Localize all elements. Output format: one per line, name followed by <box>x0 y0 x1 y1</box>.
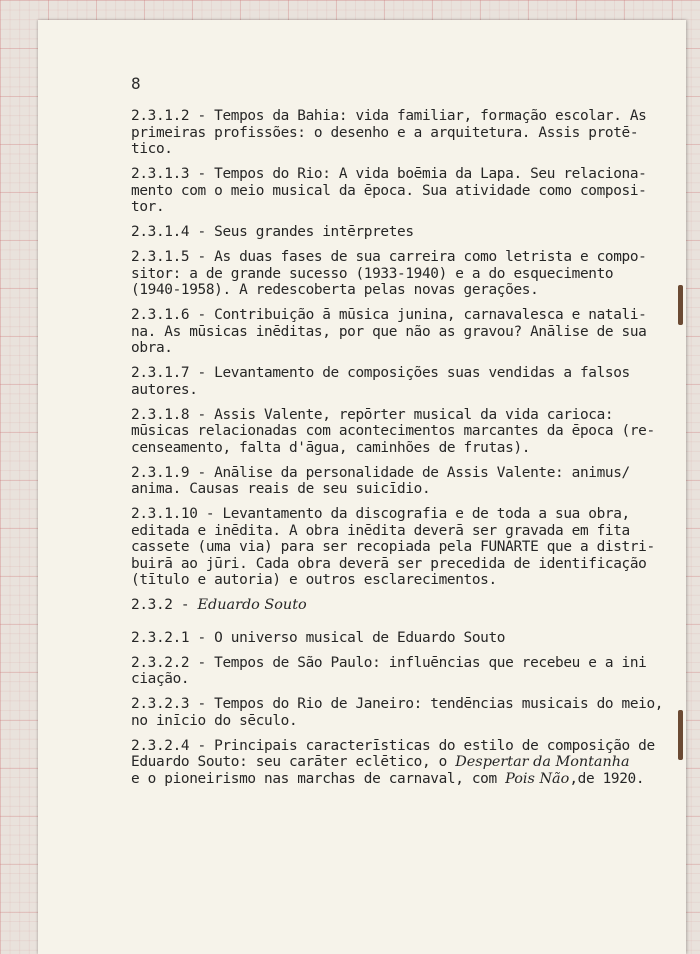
item-2-3-2-2: 2.3.2.2 - Tempos de São Paulo: influēncias que recebeu e a ini ciação. <box>131 654 647 687</box>
binding-mark <box>678 285 683 325</box>
item-2-3-2-1: 2.3.2.1 - O universo musical de Eduardo Souto <box>131 629 506 646</box>
work-title: Pois Não <box>505 770 570 787</box>
item-2-3-1-7: 2.3.1.7 - Levantamento de composições suas vendidas a falsos autores. <box>131 365 630 398</box>
item-2-3-2-4 <box>131 738 671 788</box>
item-text: ,de 1920. <box>569 770 645 787</box>
page-number: 8 <box>131 74 141 93</box>
item-2-3-1-8: 2.3.1.8 - Assis Valente, repōrter musical da vida carioca: mūsicas relacionadas com acontecimentos marcantes da ēpoca (re- censeamento, falta d'āgua, caminhões de frutas). <box>131 406 655 456</box>
item-2-3-1-6: 2.3.1.6 - Contribuição ā mūsica junina, carnavalesca e natali- na. As mūsicas inēditas, por que não as gravou? Anālise de sua obra. <box>131 307 647 356</box>
item-2-3-1-10: 2.3.1.10 - Levantamento da discografia e de toda a sua obra, editada e inēdita. A obra inēdita deverā ser gravada em fita cassete (uma via) para ser recopiada pela FUNARTE que a distri- buirā ao jūri. Cada obra deverā ser precedida de identificação (tītulo e autoria) e outros esclarecimentos. <box>131 506 655 588</box>
item-text: 2.3.2.4 - Principais caracterīsticas do estilo de composição de Eduardo Souto: seu carāter eclētico, o <box>131 737 655 770</box>
item-2-3-1-4: 2.3.1.4 - Seus grandes intērpretes <box>131 224 414 240</box>
item-2-3-1-3: 2.3.1.3 - Tempos do Rio: A vida boēmia da Lapa. Seu relaciona- mento com o meio musical da ēpoca. Sua atividade como composi- tor. <box>131 166 647 215</box>
document-page <box>38 20 686 954</box>
section-number: 2.3.2 - <box>131 597 198 613</box>
section-heading <box>131 597 671 614</box>
item-2-3-1-9: 2.3.1.9 - Anālise da personalidade de Assis Valente: animus/ anima. Causas reais de seu suicīdio. <box>131 464 630 497</box>
item-text: e o pioneirismo nas marchas de carnaval, com <box>131 770 497 787</box>
item-2-3-1-5: 2.3.1.5 - As duas fases de sua carreira como letrista e compo- sitor: a de grande sucesso (1933-1940) e a do esquecimento (1940-1958). A redescoberta pelas novas gerações. <box>131 249 647 298</box>
binding-mark <box>678 710 683 760</box>
item-2-3-1-2: 2.3.1.2 - Tempos da Bahia: vida familiar, formação escolar. As primeiras profissões: o desenho e a arquitetura. Assis protē- tico. <box>131 108 647 157</box>
work-title: Despertar da Montanha <box>455 754 630 770</box>
section-title: Eduardo Souto <box>197 597 307 613</box>
document-body <box>131 108 671 796</box>
item-2-3-2-3: 2.3.2.3 - Tempos do Rio de Janeiro: tendēncias musicais do meio, no inīcio do sēculo. <box>131 696 664 729</box>
